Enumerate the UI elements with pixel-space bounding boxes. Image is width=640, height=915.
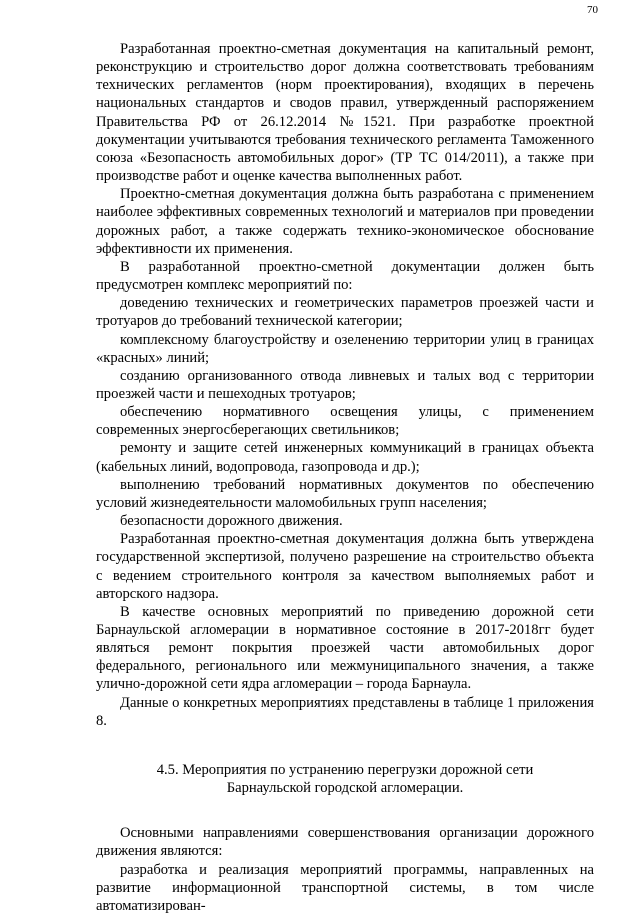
list-item-accessibility: выполнению требований нормативных документов по обеспечению условий жизнедеятельности маломобильных групп населения; xyxy=(96,476,594,511)
list-item-lighting: обеспечению нормативного освещения улицы, с применением современных энергосберегающих светильников; xyxy=(96,404,594,439)
paragraph-modern-technologies: Проектно-сметная документация должна быть разработана с применением наиболее эффективных современных технологий и материалов при проведении дорожных работ, а также содержать технико-экономическое обоснование эффективности их применения. xyxy=(96,186,594,257)
list-item-technical-parameters: доведению технических и геометрических параметров проезжей части и тротуаров до требований технической категории; xyxy=(96,295,594,330)
list-item-drainage: созданию организованного отвода ливневых и талых вод с территории проезжей части и пешеходных тротуаров; xyxy=(96,367,594,402)
page-number: 70 xyxy=(587,4,598,16)
paragraph-measures-intro: В разработанной проектно-сметной документации должен быть предусмотрен комплекс мероприятий по: xyxy=(96,258,594,294)
list-item-traffic-safety: безопасности дорожного движения. xyxy=(120,513,343,530)
section-heading-line-2: Барнаульской городской агломерации. xyxy=(226,780,464,797)
list-item-landscaping: комплексному благоустройству и озеленению территории улиц в границах «красных» линий; xyxy=(96,331,594,366)
section-heading-line-1: 4.5. Мероприятия по устранению перегрузки дорожной сети xyxy=(156,761,534,778)
paragraph-state-expertise: Разработанная проектно-сметная документация должна быть утверждена государственной экспертизой, получено разрешение на строительство объекта с ведением строительного контроля за качеством выполняемых работ и авторского надзора. xyxy=(96,531,594,602)
list-item-information-system: разработка и реализация мероприятий программы, направленных на развитие информационной транспортной системы, в том числе автоматизирован- xyxy=(96,861,594,914)
section-heading xyxy=(96,761,594,797)
paragraph-design-docs-regulations: Разработанная проектно-сметная документация на капитальный ремонт, реконструкцию и строительство дорог должна соответствовать требованиям технических регламентов (норм проектирования), входящих в перечень национальных стандартов и сводов правил, утвержденный распоряжением Правительства РФ от 26.12.2014 №1521. При разработке проектной документации учитываются требования технического регламента Таможенного союза «Безопасность автомобильных дорог» (ТР ТС 014/2011), а также при производстве работ и оценке качества выполненных работ. xyxy=(96,41,594,185)
document-body xyxy=(96,40,594,915)
paragraph-table-reference: Данные о конкретных мероприятиях представлены в таблице 1 приложения 8. xyxy=(96,694,594,729)
paragraph-main-directions: Основными направлениями совершенствования организации дорожного движения являются: xyxy=(96,825,594,860)
list-item-utilities: ремонту и защите сетей инженерных коммуникаций в границах объекта (кабельных линий, водопровода, газопровода и др.); xyxy=(96,440,594,475)
paragraph-main-measures: В качестве основных мероприятий по приведению дорожной сети Барнаульской агломерации в нормативное состояние в 2017-2018гг будет являться ремонт покрытия проезжей части автомобильных дорог федерального, регионального или межмуниципального значения, а также улично-дорожной сети ядра агломерации – города Барнаула. xyxy=(96,603,594,693)
